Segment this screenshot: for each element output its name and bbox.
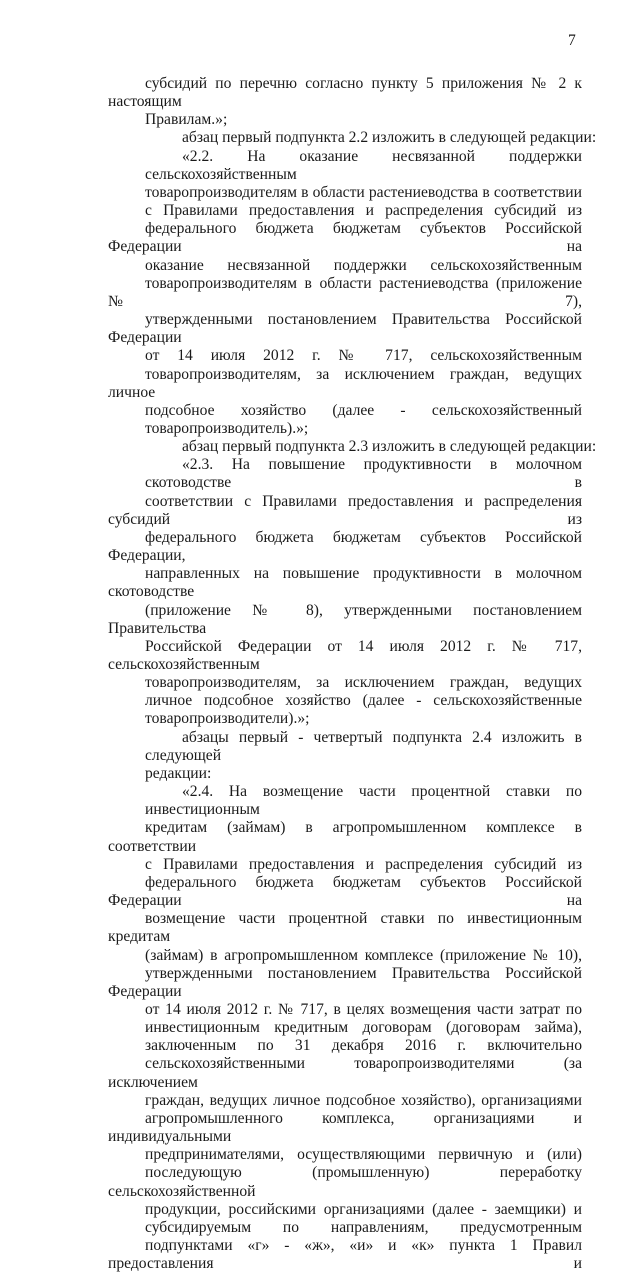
text-line: подпунктами «г» - «ж», «и» и «к» пункта 1 Правил предоставления и [108,1237,582,1273]
text-line: от 14 июля 2012 г. № 717, в целях возмещения части затрат по [145,1000,582,1018]
text-line: Правилам.»; [145,111,228,129]
text-line: последующую (промышленную) переработку сельскохозяйственной [108,1164,582,1200]
text-line: «2.4. На возмещение части процентной ставки по инвестиционным [145,783,582,819]
text-line: направленных на повышение продуктивности в молочном скотоводстве [108,565,582,601]
text-line: заключенным по 31 декабря 2016 г. включительно [145,1037,582,1055]
document-body [108,75,597,1273]
text-line: утвержденными постановлением Правительства Российской Федерации [108,964,582,1000]
text-line: личное подсобное хозяйство (далее - сельскохозяйственные [145,692,582,710]
text-line: предпринимателями, осуществляющими первичную и (или) [145,1146,582,1164]
text-line: инвестиционным кредитным договорам (договорам займа), [145,1019,582,1037]
text-line: товаропроизводители).»; [145,710,310,728]
text-line: (займам) в агропромышленном комплексе (приложение № 10), [145,946,582,964]
text-line: соответствии с Правилами предоставления и распределения субсидий из [108,492,582,528]
paragraph [108,438,597,456]
page-number: 7 [568,32,576,49]
text-line: оказание несвязанной поддержки сельскохозяйственным [145,256,582,274]
text-line: субсидируемым по направлениям, предусмотренным [145,1218,582,1236]
text-line: товаропроизводителям в области растениеводства в соответствии [145,183,582,201]
text-line: (приложение № 8), утвержденными постановлением Правительства [108,601,582,637]
text-line: абзац первый подпункта 2.2 изложить в следующей редакции: [182,129,597,147]
text-line: федерального бюджета бюджетам субъектов Российской Федерации на [108,873,582,910]
paragraph [108,75,582,129]
text-line: утвержденными постановлением Правительства Российской Федерации [108,311,582,347]
text-line: абзацы первый - четвертый подпункта 2.4 изложить в следующей [145,728,582,764]
text-line: товаропроизводителям в области растениеводства (приложение № 7), [108,274,582,310]
text-line: подсобное хозяйство (далее - сельскохозяйственный [145,401,582,419]
text-line: «2.2. На оказание несвязанной поддержки сельскохозяйственным [145,147,582,183]
text-line: товаропроизводителям, за исключением граждан, ведущих [145,674,582,692]
text-line: товаропроизводитель).»; [145,419,309,437]
text-line: с Правилами предоставления и распределения субсидий из [145,202,582,220]
paragraph [108,783,582,1273]
text-line: с Правилами предоставления и распределения субсидий из [145,855,582,873]
text-line: федерального бюджета бюджетам субъектов Российской Федерации на [108,220,582,256]
text-line: от 14 июля 2012 г. № 717, сельскохозяйственным [145,347,582,365]
text-line: продукции, российскими организациями (далее - заемщики) и [145,1200,582,1218]
text-line: агропромышленного комплекса, организациями и индивидуальными [108,1109,582,1146]
text-line: «2.3. На повышение продуктивности в молочном скотоводстве в [145,456,582,492]
text-line: возмещение части процентной ставки по инвестиционным кредитам [108,910,582,946]
text-line: абзац первый подпункта 2.3 изложить в следующей редакции: [182,438,597,456]
text-line: товаропроизводителям, за исключением граждан, ведущих личное [108,365,582,401]
text-line: Российской Федерации от 14 июля 2012 г. № 717, сельскохозяйственным [108,637,582,673]
text-line: федерального бюджета бюджетам субъектов Российской Федерации, [108,528,582,565]
paragraph [108,129,597,147]
paragraph [108,729,582,783]
text-line: редакции: [145,764,212,782]
text-line: сельскохозяйственными товаропроизводителями (за исключением [108,1055,582,1091]
text-line: граждан, ведущих личное подсобное хозяйство), организациями [145,1091,582,1109]
text-line: кредитам (займам) в агропромышленном комплексе в соответствии [108,819,582,855]
paragraph [108,148,582,439]
paragraph [108,456,582,728]
text-line: субсидий по перечню согласно пункту 5 приложения № 2 к настоящим [108,75,582,111]
